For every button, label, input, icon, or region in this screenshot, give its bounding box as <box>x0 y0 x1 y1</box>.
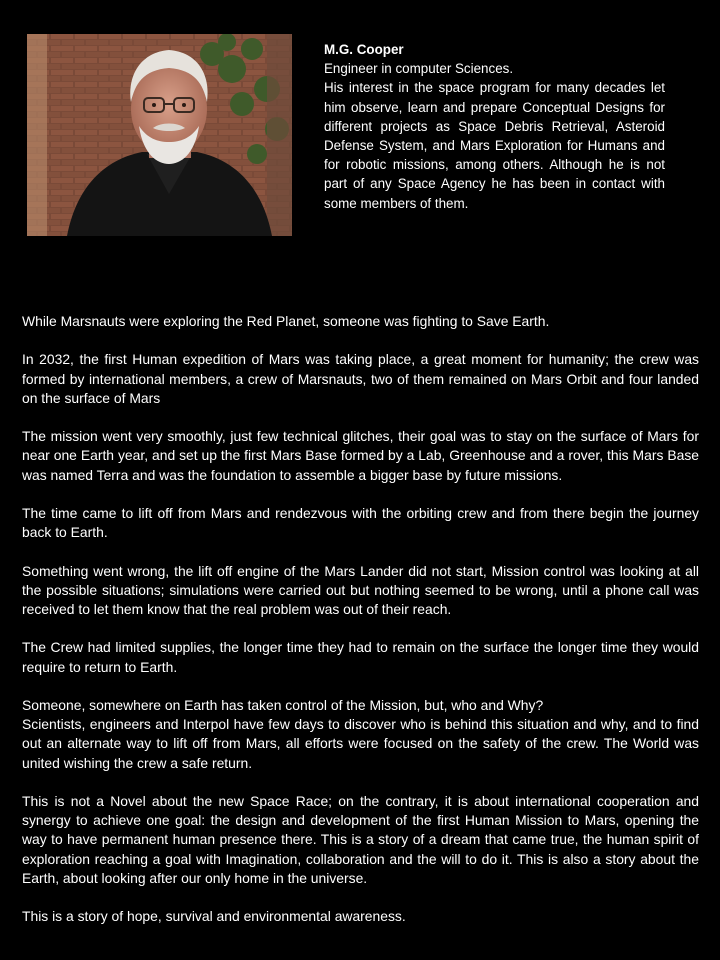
author-photo <box>27 34 292 236</box>
story-paragraph: This is a story of hope, survival and environmental awareness. <box>22 908 406 925</box>
author-description: His interest in the space program for many decades let him observe, learn and prepare Conceptual Designs for different projects as Space Debris Retrieval, Asteroid Defense System, and Mars Exploration for Humans and for robotic missions, among others. Although he is not part of any Space Agency he has been in contact with some members of them. <box>324 80 665 211</box>
story-paragraph: Someone, somewhere on Earth has taken control of the Mission, but, who and Why? <box>22 696 544 713</box>
story-paragraph: While Marsnauts were exploring the Red Planet, someone was fighting to Save Earth. <box>22 313 550 329</box>
author-title: Engineer in computer Sciences. <box>324 61 514 77</box>
story-paragraph: Something went wrong, the lift off engine of the Mars Lander did not start, Mission control was looking at all the possible situations; simulations were carried out but nothing seemed to be wrong, until a phone call was received to let them know that the real problem was out of their reach. <box>22 562 699 617</box>
story-paragraph: Scientists, engineers and Interpol have few days to discover who is behind this situation and why, and to find out an alternate way to lift off from Mars, all efforts were focused on the safety of the crew. The World was united wishing the crew a safe return. <box>22 716 699 771</box>
story-paragraph: The time came to lift off from Mars and rendezvous with the orbiting crew and from there begin the journey back to Earth. <box>22 504 699 541</box>
author-bio <box>324 40 665 213</box>
story-paragraph: In 2032, the first Human expedition of Mars was taking place, a great moment for humanity; the crew was formed by international members, a crew of Marsnauts, two of them remained on Mars Orbit and four landed on the surface of Mars <box>22 351 699 406</box>
story-paragraph: This is not a Novel about the new Space Race; on the contrary, it is about international cooperation and synergy to achieve one goal: the design and development of the first Human Mission to Mars, opening the way to have permanent human presence there. This is a story of a dream that came true, the human spirit of exploration reaching a goal with Imagination, collaboration and the will to do it. This is also a story about the Earth, about looking after our only home in the universe. <box>22 792 699 886</box>
story-synopsis <box>22 312 699 946</box>
author-name: M.G. Cooper <box>324 42 404 57</box>
story-paragraph: The mission went very smoothly, just few technical glitches, their goal was to stay on the surface of Mars for near one Earth year, and set up the first Mars Base formed by a Lab, Greenhouse and a rover, this Mars Base was named Terra and was the foundation to assemble a bigger base by future missions. <box>22 428 699 483</box>
story-paragraph: The Crew had limited supplies, the longer time they had to remain on the surface the longer time they would require to return to Earth. <box>22 639 699 675</box>
